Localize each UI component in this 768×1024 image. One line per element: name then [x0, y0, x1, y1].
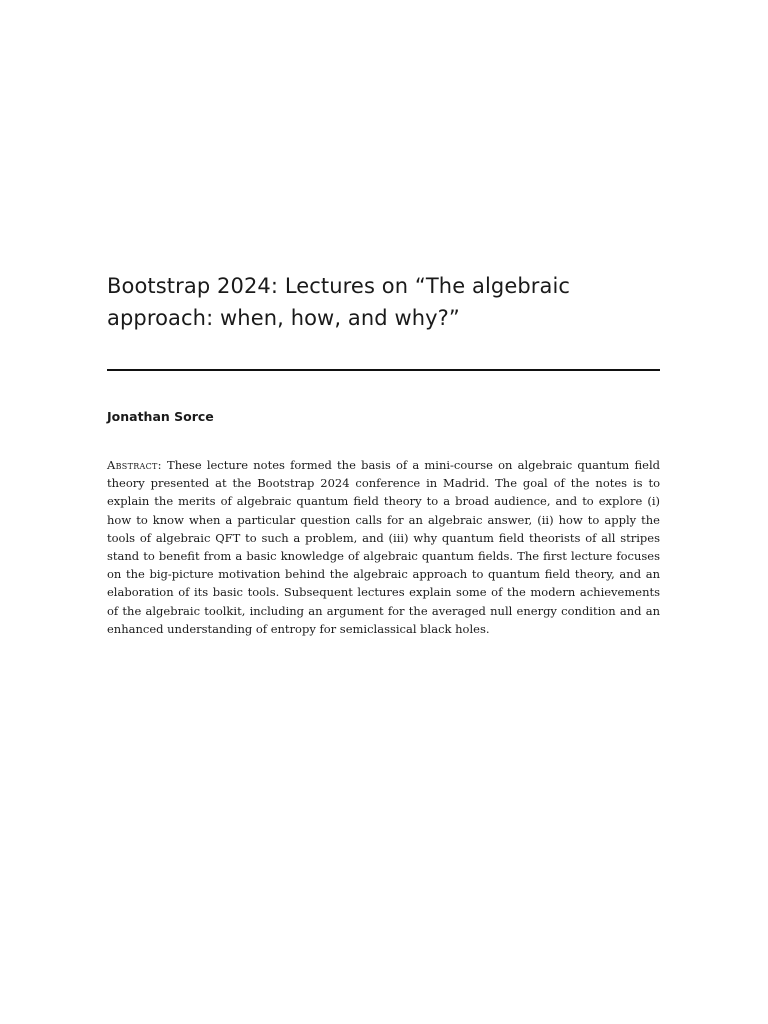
abstract [107, 456, 660, 638]
paper-title: Bootstrap 2024: Lectures on “The algebraic approach: when, how, and why?” [107, 274, 571, 330]
abstract-label: Abstract: [107, 458, 162, 472]
author-name: Jonathan Sorce [107, 409, 214, 424]
abstract-text: These lecture notes formed the basis of a mini-course on algebraic quantum field theory presented at the Bootstrap 2024 conference in Madrid. The goal of the notes is to explain the merits of algebraic quantum field theory to a broad audience, and to explore (i) how to know when a particular question calls for an algebraic answer, (ii) how to apply the tools of algebraic QFT to such a problem, and (iii) why quantum field theorists of all stripes stand to benefit from a basic knowledge of algebraic quantum fields. The first lecture focuses on the big-picture motivation behind the algebraic approach to quantum field theory, and an elaboration of its basic tools. Subsequent lectures explain some of the modern achievements of the algebraic toolkit, including an argument for the averaged null energy condition and an enhanced understanding of entropy for semiclassical black holes. [107, 458, 661, 636]
title-divider [107, 369, 660, 371]
